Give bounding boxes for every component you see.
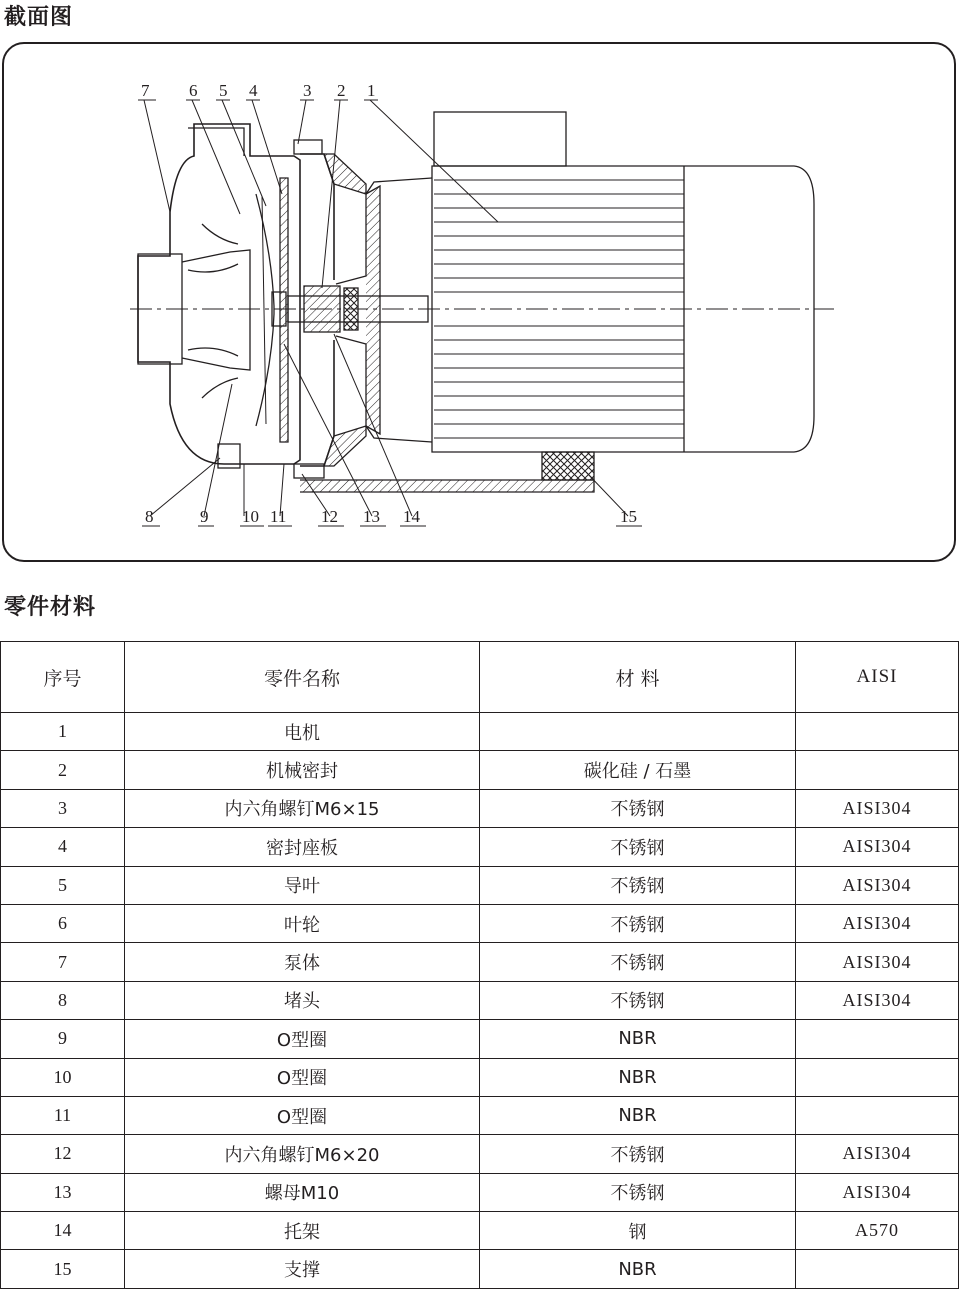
- cell-aisi: [796, 713, 959, 751]
- cell-no: 1: [1, 713, 125, 751]
- cross-section-title: 截面图: [4, 5, 74, 30]
- pump-drawing: [4, 44, 958, 564]
- header-material: 材 料: [480, 642, 796, 713]
- cell-name: O型圈: [125, 1096, 480, 1134]
- header-no: 序号: [1, 642, 125, 713]
- header-name: 零件名称: [125, 642, 480, 713]
- cell-aisi: AISI304: [796, 904, 959, 942]
- table-header-row: [1, 642, 959, 713]
- diffuser: [280, 178, 288, 442]
- callout-2: 2: [337, 81, 346, 100]
- cell-aisi: [796, 1250, 959, 1288]
- cell-name: 导叶: [125, 866, 480, 904]
- support: [542, 452, 594, 480]
- cell-material: [480, 713, 796, 751]
- table-row: [1, 1173, 959, 1211]
- callout-8: 8: [145, 507, 154, 526]
- cell-no: 15: [1, 1250, 125, 1288]
- table-row: [1, 981, 959, 1019]
- table-row: [1, 828, 959, 866]
- cross-section-diagram: [2, 42, 956, 562]
- cell-aisi: AISI304: [796, 943, 959, 981]
- callout-13: 13: [363, 507, 380, 526]
- callout-6: 6: [189, 81, 198, 100]
- table-row: [1, 1212, 959, 1250]
- table-row: [1, 1135, 959, 1173]
- table-row: [1, 1020, 959, 1058]
- cell-aisi: [796, 1096, 959, 1134]
- cell-no: 7: [1, 943, 125, 981]
- cell-aisi: [796, 1020, 959, 1058]
- cell-name: 堵头: [125, 981, 480, 1019]
- cell-aisi: AISI304: [796, 981, 959, 1019]
- callout-14: 14: [403, 507, 420, 526]
- cell-material: 不锈钢: [480, 866, 796, 904]
- cell-no: 9: [1, 1020, 125, 1058]
- parts-table: [0, 641, 959, 1289]
- table-row: [1, 1058, 959, 1096]
- cell-name: 机械密封: [125, 751, 480, 789]
- cell-name: 叶轮: [125, 904, 480, 942]
- cell-no: 10: [1, 1058, 125, 1096]
- callout-12: 12: [321, 507, 338, 526]
- parts-materials-title: 零件材料: [4, 595, 97, 620]
- cell-aisi: AISI304: [796, 1173, 959, 1211]
- table-row: [1, 1096, 959, 1134]
- table-row: [1, 751, 959, 789]
- cell-no: 5: [1, 866, 125, 904]
- cell-aisi: AISI304: [796, 789, 959, 827]
- callout-7: 7: [141, 81, 150, 100]
- cell-aisi: AISI304: [796, 828, 959, 866]
- header-aisi: AISI: [796, 642, 959, 713]
- bracket: [300, 480, 594, 492]
- cell-name: 托架: [125, 1212, 480, 1250]
- cell-no: 6: [1, 904, 125, 942]
- cell-name: 密封座板: [125, 828, 480, 866]
- cell-material: 不锈钢: [480, 904, 796, 942]
- cell-name: O型圈: [125, 1020, 480, 1058]
- callout-11: 11: [270, 507, 287, 526]
- cell-no: 2: [1, 751, 125, 789]
- cell-material: NBR: [480, 1020, 796, 1058]
- table-row: [1, 1250, 959, 1288]
- table-row: [1, 943, 959, 981]
- callout-4: 4: [249, 81, 258, 100]
- cell-name: 支撑: [125, 1250, 480, 1288]
- cell-name: 内六角螺钉M6×15: [125, 789, 480, 827]
- cell-material: 不锈钢: [480, 789, 796, 827]
- cell-no: 12: [1, 1135, 125, 1173]
- cell-material: 不锈钢: [480, 981, 796, 1019]
- cell-name: 螺母M10: [125, 1173, 480, 1211]
- cell-material: 不锈钢: [480, 943, 796, 981]
- cell-no: 11: [1, 1096, 125, 1134]
- cell-no: 8: [1, 981, 125, 1019]
- callout-15: 15: [620, 507, 637, 526]
- callout-3: 3: [303, 81, 312, 100]
- cell-material: 不锈钢: [480, 828, 796, 866]
- cell-aisi: [796, 1058, 959, 1096]
- cell-material: NBR: [480, 1096, 796, 1134]
- table-row: [1, 866, 959, 904]
- cell-name: 电机: [125, 713, 480, 751]
- cell-aisi: A570: [796, 1212, 959, 1250]
- terminal-box: [434, 112, 566, 166]
- table-row: [1, 904, 959, 942]
- callout-9: 9: [200, 507, 209, 526]
- cell-no: 4: [1, 828, 125, 866]
- cell-material: 钢: [480, 1212, 796, 1250]
- table-row: [1, 789, 959, 827]
- callout-1: 1: [367, 81, 376, 100]
- table-row: [1, 713, 959, 751]
- cell-material: 不锈钢: [480, 1135, 796, 1173]
- cell-material: 不锈钢: [480, 1173, 796, 1211]
- cell-material: NBR: [480, 1058, 796, 1096]
- callout-5: 5: [219, 81, 228, 100]
- cell-name: 泵体: [125, 943, 480, 981]
- cell-no: 13: [1, 1173, 125, 1211]
- cell-no: 14: [1, 1212, 125, 1250]
- parts-table-body: [1, 713, 959, 1289]
- cell-name: 内六角螺钉M6×20: [125, 1135, 480, 1173]
- cell-aisi: AISI304: [796, 1135, 959, 1173]
- cell-aisi: AISI304: [796, 866, 959, 904]
- cell-name: O型圈: [125, 1058, 480, 1096]
- callout-10: 10: [242, 507, 259, 526]
- cell-aisi: [796, 751, 959, 789]
- cell-material: NBR: [480, 1250, 796, 1288]
- cell-material: 碳化硅 / 石墨: [480, 751, 796, 789]
- cell-no: 3: [1, 789, 125, 827]
